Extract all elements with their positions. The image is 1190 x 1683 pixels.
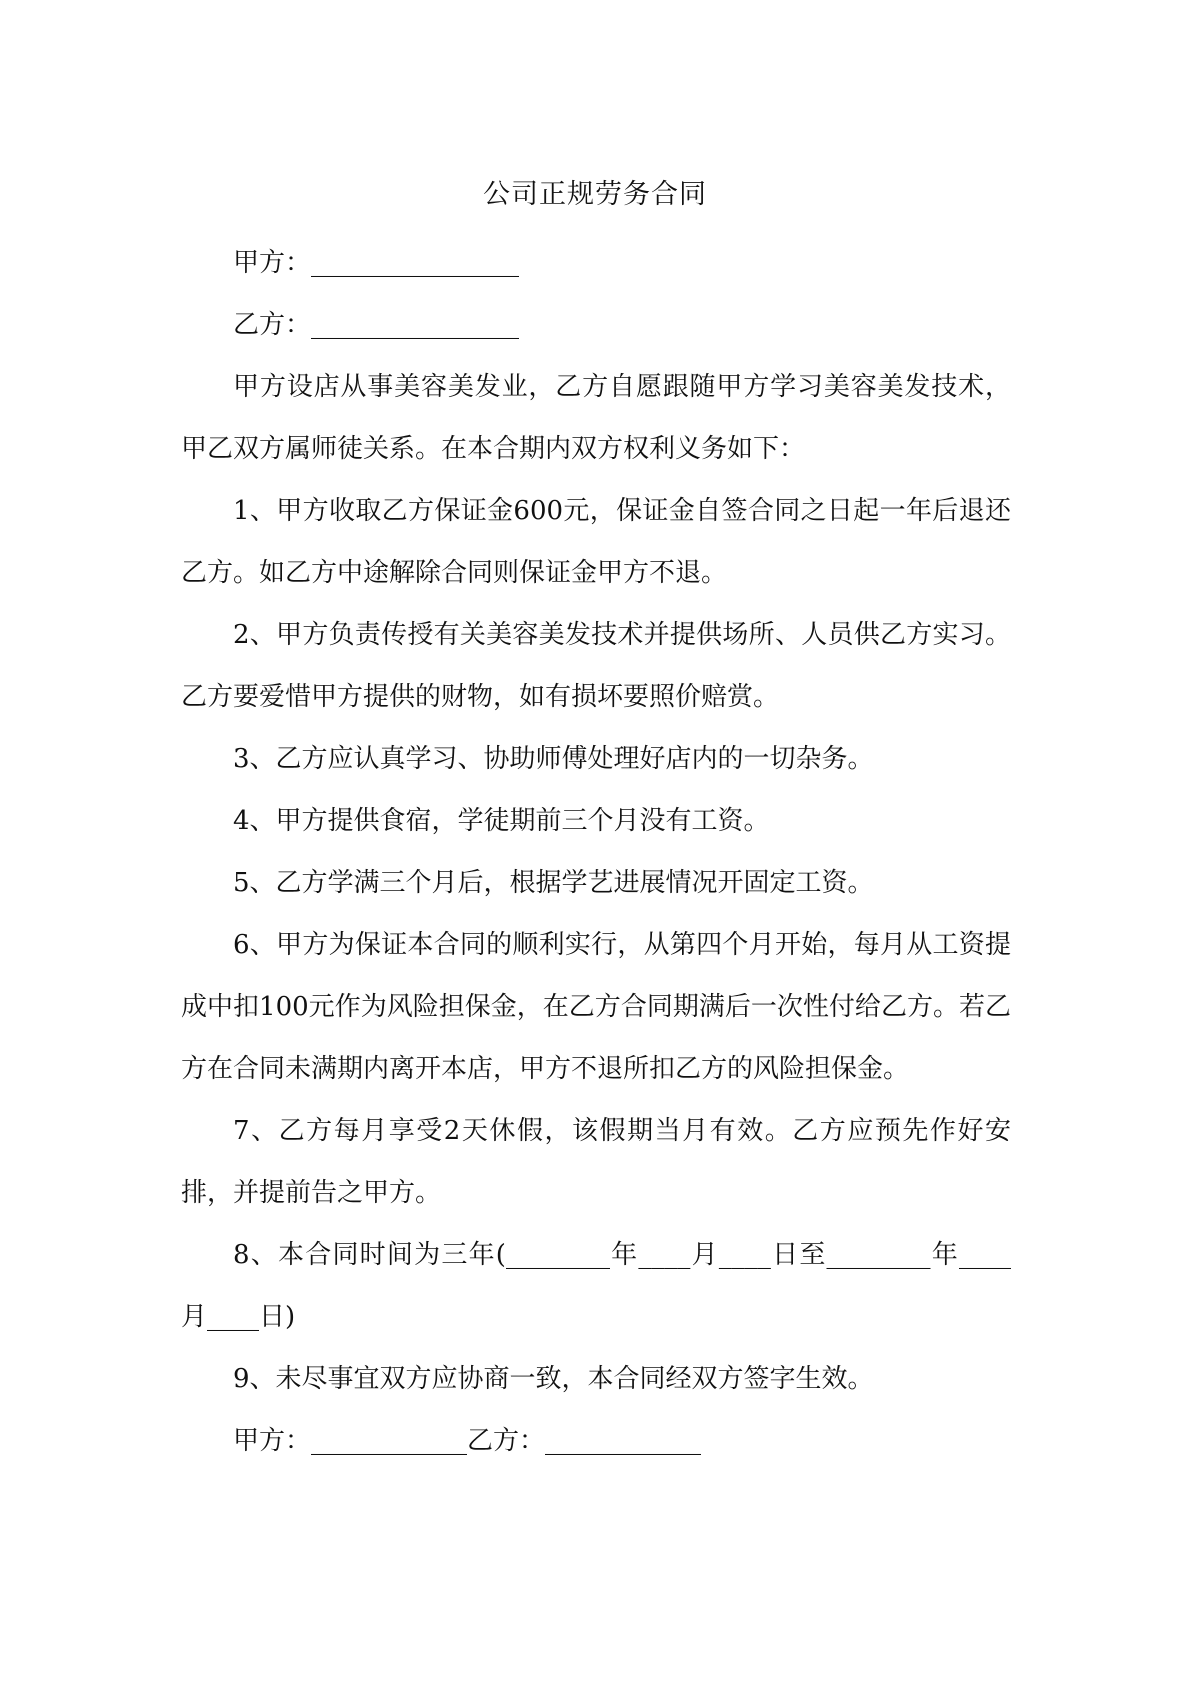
signature-line: 甲方：____________乙方：____________ bbox=[233, 1426, 702, 1456]
party-b-line: 乙方：________________ bbox=[233, 310, 520, 340]
clause-8: 8、本合同时间为三年(________年____月____日至________年____月____日) bbox=[181, 1240, 1011, 1332]
clause-6: 6、甲方为保证本合同的顺利实行，从第四个月开始，每月从工资提成中扣100元作为风险担保金，在乙方合同期满后一次性付给乙方。若乙方在合同未满期内离开本店，甲方不退所扣乙方的风险担保金。 bbox=[181, 930, 1011, 1084]
clause-9: 9、未尽事宜双方应协商一致，本合同经双方签字生效。 bbox=[233, 1364, 874, 1394]
clause-3: 3、乙方应认真学习、协助师傅处理好店内的一切杂务。 bbox=[233, 744, 874, 774]
clause-4: 4、甲方提供食宿，学徒期前三个月没有工资。 bbox=[233, 806, 770, 836]
document-title: 公司正规劳务合同 bbox=[483, 179, 707, 210]
clause-5: 5、乙方学满三个月后，根据学艺进展情况开固定工资。 bbox=[233, 868, 874, 898]
party-a-line: 甲方：________________ bbox=[233, 248, 520, 278]
intro-paragraph: 甲方设店从事美容美发业，乙方自愿跟随甲方学习美容美发技术，甲乙双方属师徒关系。在本合期内双方权利义务如下： bbox=[181, 372, 1011, 464]
clause-1: 1、甲方收取乙方保证金600元，保证金自签合同之日起一年后退还乙方。如乙方中途解除合同则保证金甲方不退。 bbox=[181, 496, 1011, 588]
clause-7: 7、乙方每月享受2天休假，该假期当月有效。乙方应预先作好安排，并提前告之甲方。 bbox=[181, 1116, 1011, 1208]
clause-2: 2、甲方负责传授有关美容美发技术并提供场所、人员供乙方实习。乙方要爱惜甲方提供的财物，如有损坏要照价赔赏。 bbox=[181, 620, 1011, 712]
document-body bbox=[181, 232, 1011, 1472]
